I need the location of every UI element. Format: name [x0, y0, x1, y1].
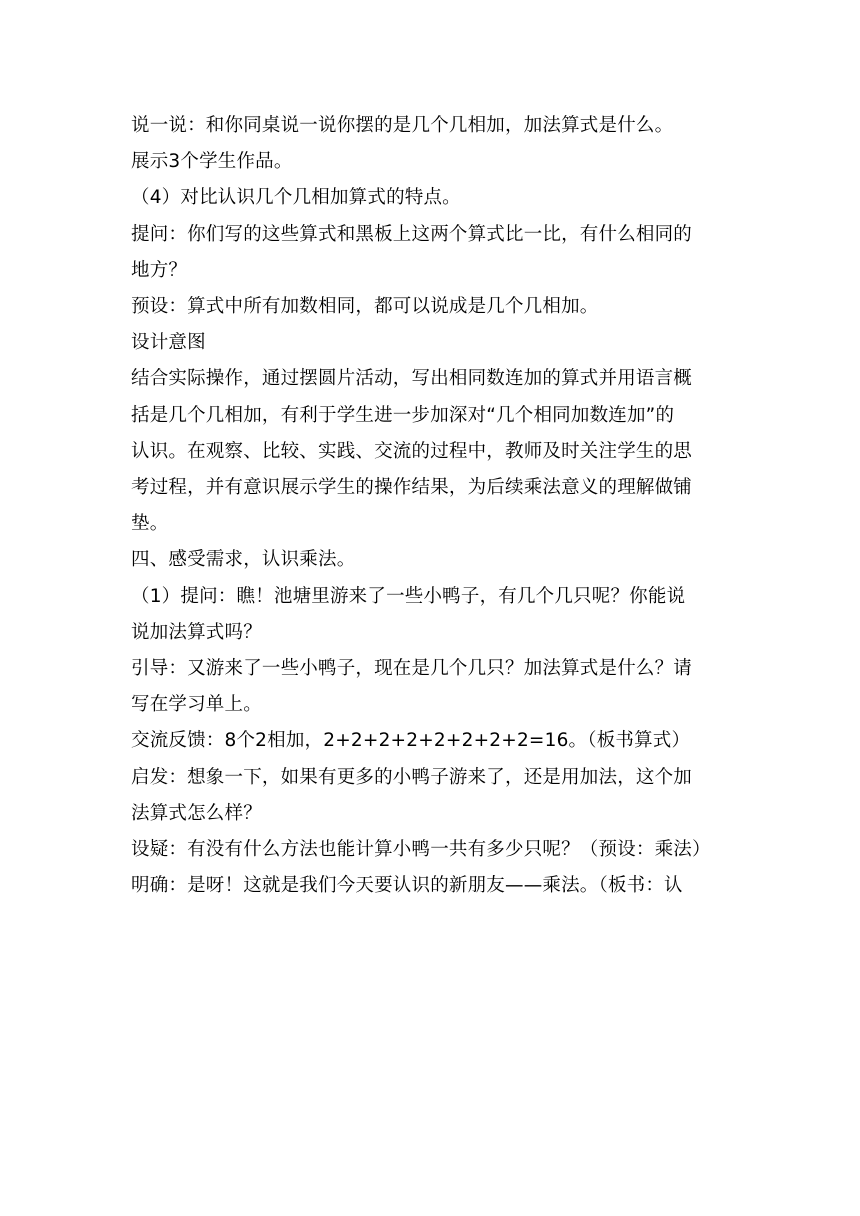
- document-body: [131, 108, 733, 904]
- paragraph-line: 写在学习单上。: [131, 694, 262, 716]
- paragraph-line: 括是几个几相加，有利于学生进一步加深对“几个相同加数连加”的: [131, 404, 675, 426]
- paragraph-line: 启发：想象一下，如果有更多的小鸭子游来了，还是用加法，这个加: [131, 766, 693, 788]
- paragraph-line: 引导：又游来了一些小鸭子，现在是几个几只？加法算式是什么？请: [131, 658, 693, 680]
- paragraph-line: 交流反馈：8个2相加，2+2+2+2+2+2+2+2=16。（板书算式）: [131, 730, 691, 752]
- paragraph-line: 垫。: [131, 513, 169, 535]
- paragraph-line: 结合实际操作，通过摆圆片活动，写出相同数连加的算式并用语言概: [131, 368, 693, 390]
- paragraph-line: 说加法算式吗？: [131, 621, 262, 643]
- paragraph-line: （1）提问：瞧！池塘里游来了一些小鸭子，有几个几只呢？你能说: [131, 585, 686, 607]
- paragraph-line: 明确：是呀！这就是我们今天要认识的新朋友——乘法。（板书：认: [131, 875, 683, 897]
- paragraph-line: 法算式怎么样？: [131, 802, 262, 824]
- section-heading: 四、感受需求，认识乘法。: [131, 549, 356, 571]
- paragraph-line: 说一说：和你同桌说一说你摆的是几个几相加，加法算式是什么。: [131, 115, 674, 136]
- section-heading: 设计意图: [131, 332, 206, 354]
- paragraph-line: 认识。在观察、比较、实践、交流的过程中，教师及时关注学生的思: [131, 440, 693, 462]
- paragraph-line: 设疑：有没有什么方法也能计算小鸭一共有多少只呢？（预设：乘法）: [131, 839, 711, 861]
- paragraph-line: 展示3个学生作品。: [131, 151, 293, 173]
- paragraph-line: 考过程，并有意识展示学生的操作结果，为后续乘法意义的理解做铺: [131, 477, 693, 499]
- paragraph-line: （4）对比认识几个几相加算式的特点。: [131, 187, 461, 209]
- paragraph-line: 地方？: [131, 259, 188, 281]
- paragraph-line: 预设：算式中所有加数相同，都可以说成是几个几相加。: [131, 296, 599, 318]
- paragraph-line: 提问：你们写的这些算式和黑板上这两个算式比一比，有什么相同的: [131, 223, 693, 245]
